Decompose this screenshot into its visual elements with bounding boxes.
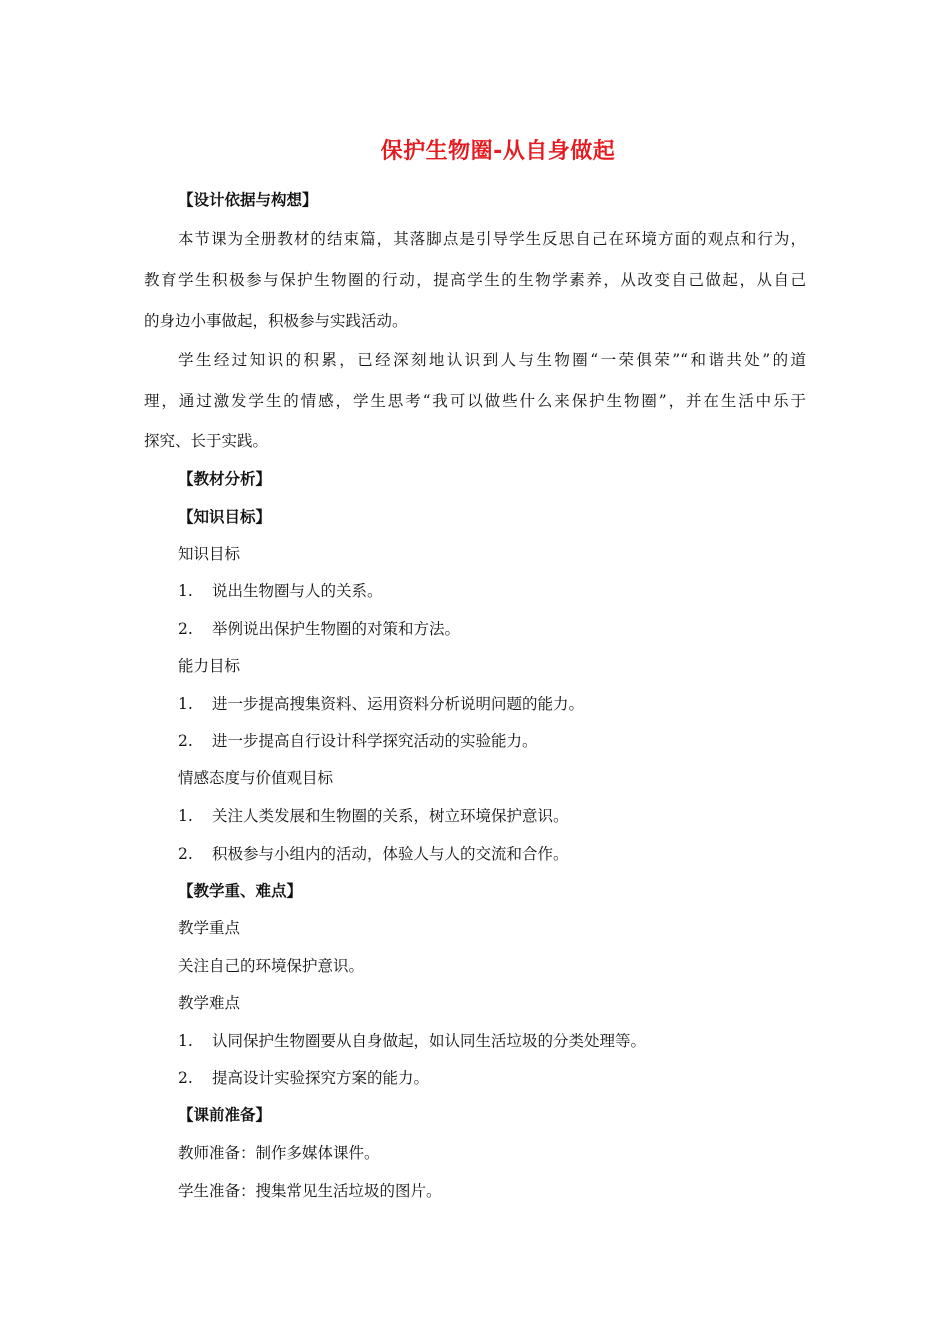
paragraph-line: 探究、长于实践。 — [144, 432, 269, 450]
list-text: 认同保护生物圈要从自身做起，如认同生活垃圾的分类处理等。 — [212, 1032, 647, 1050]
paragraph-line: 教育学生积极参与保护生物圈的行动，提高学生的生物学素养，从改变自己做起，从自己 — [144, 271, 806, 289]
list-item — [178, 694, 584, 714]
list-text: 关注人类发展和生物圈的关系，树立环境保护意识。 — [212, 807, 569, 825]
knowledge-label: 知识目标 — [178, 545, 241, 563]
student-preparation: 学生准备：搜集常见生活垃圾的图片。 — [178, 1182, 442, 1200]
list-number: 1. — [178, 582, 193, 600]
difficulty-label: 教学难点 — [178, 994, 241, 1012]
heading-key-points: 【教学重、难点】 — [178, 882, 303, 900]
list-text: 说出生物圈与人的关系。 — [212, 582, 383, 600]
list-item — [178, 1068, 429, 1088]
focus-text: 关注自己的环境保护意识。 — [178, 957, 365, 975]
list-number: 1. — [178, 1032, 193, 1050]
list-number: 2. — [178, 845, 193, 863]
list-number: 2. — [178, 1069, 193, 1087]
list-text: 积极参与小组内的活动，体验人与人的交流和合作。 — [212, 845, 569, 863]
heading-preparation: 【课前准备】 — [178, 1106, 272, 1124]
list-number: 1. — [178, 807, 193, 825]
attitude-label: 情感态度与价值观目标 — [178, 769, 334, 787]
list-item — [178, 1031, 646, 1051]
paragraph-line: 理，通过激发学生的情感，学生思考“我可以做些什么来保护生物圈”，并在生活中乐于 — [144, 392, 806, 410]
list-number: 2. — [178, 732, 193, 750]
list-number: 1. — [178, 695, 193, 713]
document-title: 保护生物圈-从自身做起 — [380, 139, 616, 164]
list-text: 提高设计实验探究方案的能力。 — [212, 1069, 430, 1087]
heading-design-basis: 【设计依据与构想】 — [178, 191, 318, 209]
paragraph-line: 学生经过知识的积累，已经深刻地认识到人与生物圈“一荣俱荣”“和谐共处”的道 — [178, 351, 806, 369]
focus-label: 教学重点 — [178, 919, 241, 937]
list-number: 2. — [178, 620, 193, 638]
list-text: 进一步提高搜集资料、运用资料分析说明问题的能力。 — [212, 695, 585, 713]
heading-material-analysis: 【教材分析】 — [178, 470, 272, 488]
list-item — [178, 731, 538, 751]
list-item — [178, 581, 383, 601]
ability-label: 能力目标 — [178, 657, 241, 675]
list-item — [178, 619, 460, 639]
list-text: 举例说出保护生物圈的对策和方法。 — [212, 620, 461, 638]
paragraph-line: 的身边小事做起，积极参与实践活动。 — [144, 312, 408, 330]
teacher-preparation: 教师准备：制作多媒体课件。 — [178, 1144, 380, 1162]
heading-objectives: 【知识目标】 — [178, 508, 272, 526]
paragraph-line: 本节课为全册教材的结束篇，其落脚点是引导学生反思自己在环境方面的观点和行为， — [178, 230, 806, 248]
list-item — [178, 806, 569, 826]
list-text: 进一步提高自行设计科学探究活动的实验能力。 — [212, 732, 538, 750]
list-item — [178, 844, 569, 864]
